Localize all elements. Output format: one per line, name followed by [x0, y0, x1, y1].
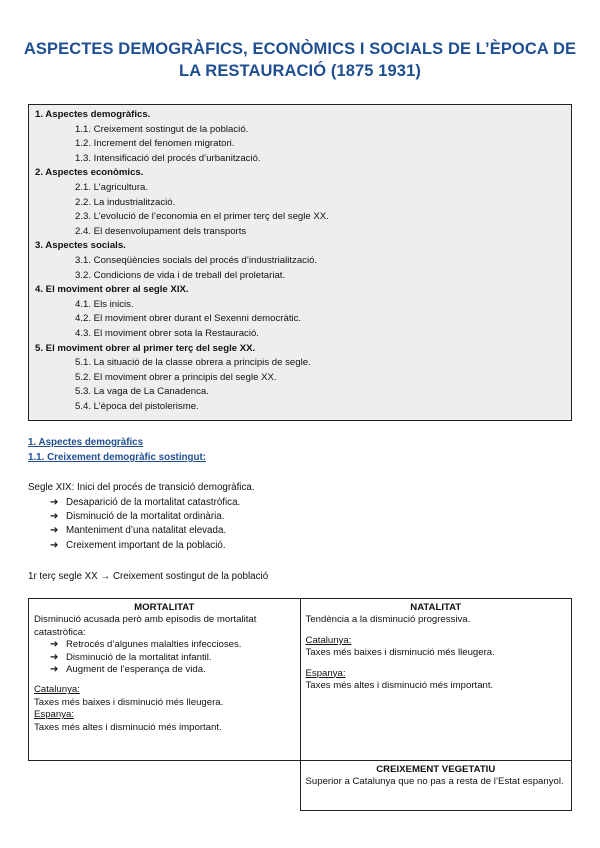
- list-item: ➔ Disminució de la mortalitat infantil.: [50, 651, 212, 663]
- page-title: [20, 38, 580, 82]
- list-item: ➔ Disminució de la mortalitat ordinària.: [50, 510, 240, 524]
- arrow-right-icon: ➔: [50, 525, 59, 537]
- toc-item: 5.3. La vaga de La Canadenca.: [75, 386, 209, 398]
- natalitat-intro: Tendència a la disminució progressiva.: [305, 614, 471, 626]
- toc-item: 2.1. L’agricultura.: [75, 181, 149, 193]
- mortalitat-cell: [29, 599, 301, 761]
- toc-section: 1. Aspectes demogràfics.: [35, 109, 151, 120]
- arrow-right-icon: ➔: [50, 539, 59, 551]
- espanya-label: Espanya:: [34, 709, 75, 721]
- toc-item: 2.2. La industrialització.: [75, 196, 176, 208]
- empty-cell: [29, 761, 301, 811]
- demography-table: [28, 598, 572, 811]
- toc-item: 2.4. El desenvolupament dels transports: [75, 225, 247, 237]
- subsection-heading[interactable]: 1.1. Creixement demogràfic sostingut:: [28, 452, 207, 463]
- natalitat-heading: NATALITAT: [410, 602, 462, 613]
- catalunya-text: Taxes més baixes i disminució més lleugera.: [34, 696, 224, 708]
- arrow-right-icon: ➔: [50, 511, 59, 523]
- arrow-right-icon: ➔: [50, 639, 59, 651]
- toc-section: 5. El moviment obrer al primer terç del segle XX.: [35, 342, 256, 354]
- bullet-list: [50, 496, 240, 553]
- catalunya-label: Catalunya:: [305, 634, 352, 646]
- catalunya-text: Taxes més baixes i disminució més lleugera.: [305, 647, 495, 659]
- list-item: ➔ Desaparició de la mortalitat catastròfica.: [50, 496, 240, 510]
- toc-item: 4.1. Els inicis.: [75, 298, 134, 310]
- toc-item: 5.4. L’època del pistolerisme.: [75, 400, 199, 412]
- toc-item: 1.2. Increment del fenomen migratori.: [75, 138, 235, 150]
- espanya-text: Taxes més altes i disminució més important.: [34, 721, 222, 733]
- toc-section: 2. Aspectes econòmics.: [35, 167, 144, 179]
- toc-item: 1.3. Intensificació del procés d’urbanització.: [75, 152, 261, 164]
- title-line-1: ASPECTES DEMOGRÀFICS, ECONÒMICS I SOCIALS DE L’ÈPOCA DE: [23, 40, 577, 58]
- toc-item: 5.2. El moviment obrer a principis del segle XX.: [75, 371, 277, 383]
- espanya-text: Taxes més altes i disminució més important.: [305, 680, 494, 692]
- toc-item: 3.1. Conseqüències socials del procés d’industrialització.: [75, 254, 318, 266]
- espanya-label: Espanya:: [305, 667, 346, 679]
- catalunya-label: Catalunya:: [34, 684, 80, 696]
- section-heading[interactable]: 1. Aspectes demogràfics: [28, 437, 144, 448]
- list-item: ➔ Retrocés d’algunes malalties infeccioses.: [50, 639, 242, 651]
- summary-text: 1r terç segle XX → Creixement sostingut de la població: [28, 571, 269, 582]
- toc-section: 3. Aspectes socials.: [35, 240, 126, 252]
- toc-item: 4.3. El moviment obrer sota la Restauració.: [75, 327, 259, 339]
- toc-section: 4. El moviment obrer al segle XIX.: [35, 284, 189, 296]
- natalitat-cell: [300, 599, 571, 761]
- toc-item: 5.1. La situació de la classe obrera a principis de segle.: [75, 357, 311, 369]
- table-of-contents: [28, 104, 572, 421]
- toc-item: 2.3. L’evolució de l’economia en el primer terç del segle XX.: [75, 211, 329, 223]
- title-line-2: LA RESTAURACIÓ (1875 1931): [179, 62, 421, 80]
- toc-item: 3.2. Condicions de vida i de treball del proletariat.: [75, 269, 286, 281]
- mortalitat-list: [34, 639, 295, 676]
- intro-text: Segle XIX: Inici del procés de transició demogràfica.: [28, 482, 255, 493]
- list-item: ➔ Augment de l’esperança de vida.: [50, 664, 206, 676]
- vegetatiu-text: Superior a Catalunya que no pas a resta de l’Estat espanyol.: [305, 776, 564, 788]
- mortalitat-heading: MORTALITAT: [134, 602, 195, 613]
- mortalitat-intro: Disminució acusada però amb episodis de mortalitat catastròfica:: [34, 614, 257, 638]
- vegetatiu-heading: CREIXEMENT VEGETATIU: [376, 764, 496, 775]
- arrow-right-icon: ➔: [50, 497, 59, 508]
- arrow-right-icon: ➔: [50, 651, 59, 663]
- list-item: ➔ Manteniment d’una natalitat elevada.: [50, 524, 240, 538]
- list-item: ➔ Creixement important de la població.: [50, 539, 240, 553]
- toc-item: 4.2. El moviment obrer durant el Sexenni democràtic.: [75, 313, 302, 325]
- toc-item: 1.1. Creixement sostingut de la població.: [75, 123, 249, 135]
- arrow-right-icon: ➔: [50, 664, 59, 676]
- creixement-vegetatiu-cell: [300, 761, 571, 811]
